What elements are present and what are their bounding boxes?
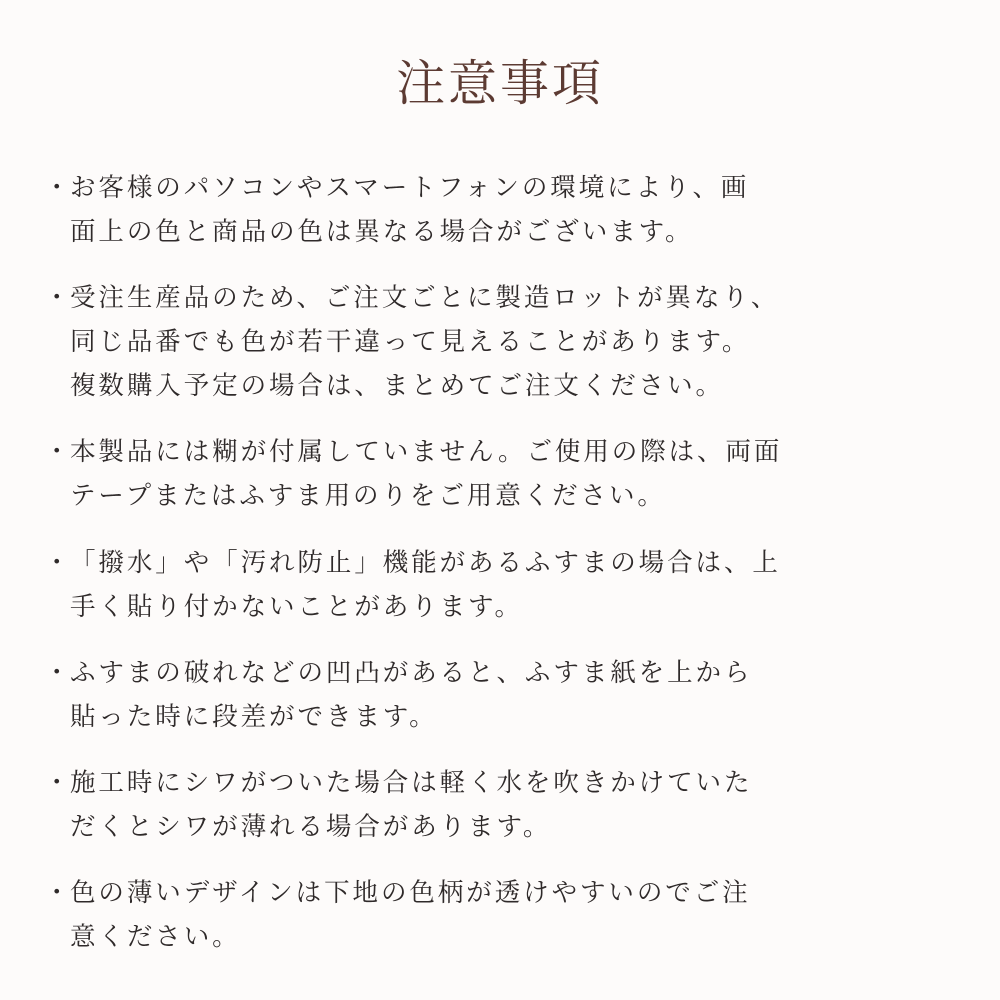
list-item-text <box>70 541 956 629</box>
list-item <box>44 166 956 254</box>
bullet-icon: ・ <box>44 437 73 468</box>
list-item-line: 貼った時に段差ができます。 <box>70 701 438 732</box>
list-item <box>44 430 956 518</box>
list-item-line: テープまたはふすま用のりをご用意ください。 <box>70 481 666 512</box>
list-item-line: 複数購入予定の場合は、まとめてご注文ください。 <box>70 371 724 402</box>
list-item-line: 色の薄いデザインは下地の色柄が透けやすいのでご注 <box>70 878 751 909</box>
list-item-text <box>70 166 956 254</box>
list-item-text <box>70 761 956 849</box>
bullet-icon: ・ <box>44 283 73 314</box>
page-title: 注意事項 <box>396 55 604 112</box>
list-item-line: 施工時にシワがついた場合は軽く水を吹きかけていた <box>70 768 753 798</box>
list-item-line: 同じ品番でも色が若干違って見えることがあります。 <box>70 327 751 358</box>
list-item-line: 「撥水」や「汚れ防止」機能があるふすまの場合は、上 <box>70 547 781 578</box>
list-item-line: 意ください。 <box>70 922 241 953</box>
list-item-line: 手く貼り付かないことがあります。 <box>70 591 523 622</box>
list-item-line: 面上の色と商品の色は異なる場合がございます。 <box>70 216 694 247</box>
list-item-line: ふすまの破れなどの凹凸があると、ふすま紙を上から <box>70 657 753 688</box>
bullet-icon: ・ <box>44 657 73 688</box>
list-item-line: 受注生産品のため、ご注文ごとに製造ロットが異なり、 <box>70 283 780 314</box>
bullet-icon: ・ <box>44 878 73 909</box>
list-item <box>44 761 956 849</box>
list-item <box>44 276 956 408</box>
list-item-text <box>70 430 956 518</box>
list-item-line: 本製品には糊が付属していません。ご使用の際は、両面 <box>70 437 783 468</box>
list-item <box>44 541 956 629</box>
notes-list <box>0 166 1000 960</box>
list-item-text <box>70 276 956 408</box>
list-item <box>44 651 956 739</box>
bullet-icon: ・ <box>44 172 73 203</box>
list-item-text <box>70 651 956 739</box>
list-item <box>44 871 956 959</box>
list-item-text <box>70 871 956 959</box>
bullet-icon: ・ <box>44 547 73 578</box>
list-item-line: お客様のパソコンやスマートフォンの環境により、画 <box>70 172 750 203</box>
list-item-line: だくとシワが薄れる場合があります。 <box>70 812 552 843</box>
bullet-icon: ・ <box>44 768 73 798</box>
